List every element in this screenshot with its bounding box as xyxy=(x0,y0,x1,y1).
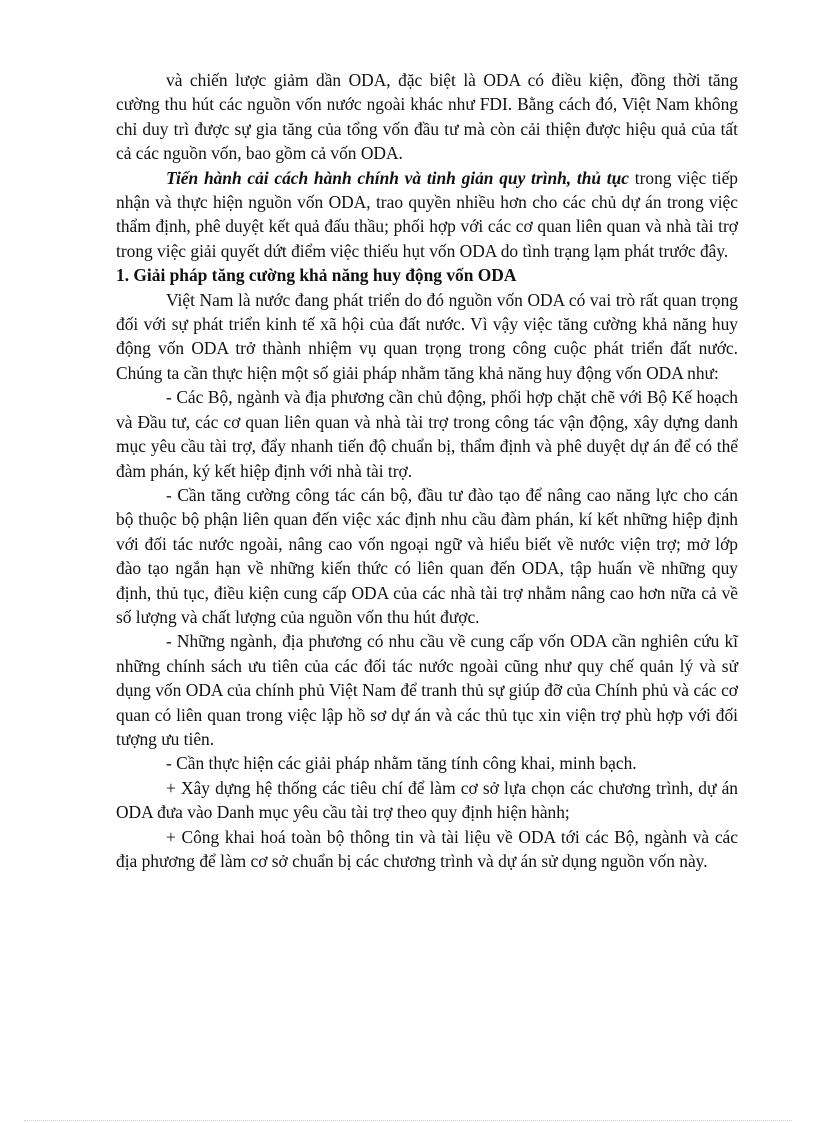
list-item-training: - Cần tăng cường công tác cán bộ, đầu tư đào tạo để nâng cao năng lực cho cán bộ thuộc bộ phận liên quan đến việc xác định nhu cầu đàm phán, kí kết những hiệp định với đối tác nước ngoài, nâng cao vốn ngoại ngữ và hiểu biết về nước viện trợ; mở lớp đào tạo ngắn hạn về những kiến thức có liên quan đến ODA, tập huấn về những quy định, thủ tục, điều kiện cung cấp ODA của các nhà tài trợ nhằm nâng cao hơn nữa cả về số lượng và chất lượng của nguồn vốn thu hút được. xyxy=(116,484,738,627)
section-heading: 1. Giải pháp tăng cường khả năng huy động vốn ODA xyxy=(116,265,517,286)
list-item-ministries: - Các Bộ, ngành và địa phương cần chủ động, phối hợp chặt chẽ với Bộ Kế hoạch và Đầu tư, các cơ quan liên quan và nhà tài trợ trong công tác vận động, xây dựng danh mục yêu cầu tài trợ, đẩy nhanh tiến độ chuẩn bị, thẩm định và phê duyệt dự án để có thể đàm phán, ký kết hiệp định với nhà tài trợ. xyxy=(116,387,738,481)
sub-item-criteria: + Xây dựng hệ thống các tiêu chí để làm cơ sở lựa chọn các chương trình, dự án ODA đưa vào Danh mục yêu cầu tài trợ theo quy định hiện hành; xyxy=(116,777,738,823)
document-page xyxy=(116,68,738,873)
list-item-transparency: - Cần thực hiện các giải pháp nhằm tăng tính công khai, minh bạch. xyxy=(166,753,637,774)
paragraph-admin-reform xyxy=(116,166,738,264)
paragraph-intro: Việt Nam là nước đang phát triển do đó nguồn vốn ODA có vai trò rất quan trọng đối với sự phát triển kinh tế xã hội của đất nước. Vì vậy việc tăng cường khả năng huy động vốn ODA trở thành nhiệm vụ quan trọng trong công cuộc phát triển đất nước. Chúng ta cần thực hiện một số giải pháp nhằm tăng khả năng huy động vốn ODA như: xyxy=(116,289,738,383)
emphasis-admin-reform: Tiến hành cải cách hành chính và tinh giản quy trình, thủ tục xyxy=(166,167,630,188)
paragraph-admin-reform-text: trong việc tiếp nhận và thực hiện nguồn vốn ODA, trao quyền nhiều hơn cho các chủ dự án trong việc thẩm định, phê duyệt kết quả đấu thầu; phối hợp với các cơ quan liên quan và nhà tài trợ trong việc giải quyết dứt điểm việc thiếu hụt vốn ODA do tình trạng lạm phát trước đây. xyxy=(116,167,738,261)
paragraph-oda-strategy: và chiến lược giảm dần ODA, đặc biệt là ODA có điều kiện, đồng thời tăng cường thu hút các nguồn vốn nước ngoài khác như FDI. Bằng cách đó, Việt Nam không chỉ duy trì được sự gia tăng của tổng vốn đầu tư mà còn cải thiện được hiệu quả của tất cả các nguồn vốn, bao gồm cả vốn ODA. xyxy=(116,70,738,164)
list-item-research: - Những ngành, địa phương có nhu cầu về cung cấp vốn ODA cần nghiên cứu kĩ những chính sách ưu tiên của các đối tác nước ngoài cũng như quy chế quản lý và sử dụng vốn ODA của chính phủ Việt Nam để tranh thủ sự giúp đỡ của Chính phủ và các cơ quan có liên quan trong việc lập hồ sơ dự án và các thủ tục xin viện trợ phù hợp với đối tượng ưu tiên. xyxy=(116,631,738,749)
page-bottom-divider xyxy=(24,1120,792,1121)
sub-item-disclosure: + Công khai hoá toàn bộ thông tin và tài liệu về ODA tới các Bộ, ngành và các địa phương để làm cơ sở chuẩn bị các chương trình và dự án sử dụng nguồn vốn này. xyxy=(116,826,738,871)
